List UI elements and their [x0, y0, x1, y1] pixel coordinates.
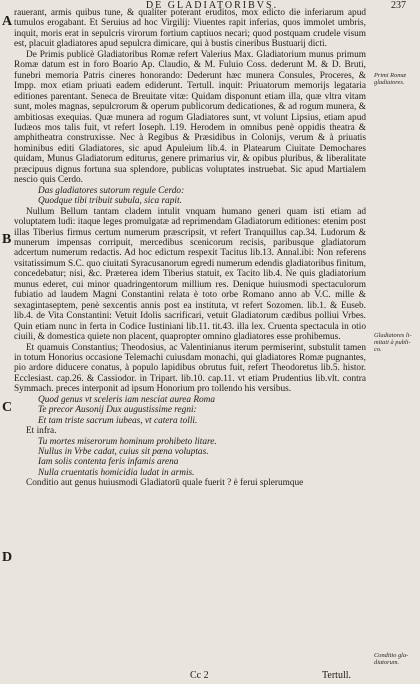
verse-line: Te precor Ausonij Dux augustissime regni:: [38, 405, 197, 416]
verse-line: Iam solis contenta feris infamis arena: [38, 457, 179, 468]
margin-note-conditio: Conditio gla- diatorum.: [374, 652, 409, 666]
verse-line: Quodque tibi tribuit subula, sica rapit.: [38, 196, 182, 207]
et-infra: Et infra.: [26, 426, 57, 437]
verse-line: Quod genus vt sceleris iam nesciat aurea Roma: [38, 394, 216, 405]
margin-letter-c: C: [2, 400, 13, 415]
margin-letter-a: A: [2, 14, 13, 29]
verse-line: Tu mortes miserorum hominum prohibeto litare.: [38, 436, 217, 447]
paragraph-3: Nullum Bellum tantam cladem intulit vnquam humano generi quam isti etiam ad voluptatem ludi: itaque leges promulgatæ ad reprimendam Gladiatorum editiones: etenim post illas Tiberius firmus certum numerum præscripsit, vt refert Tranquillus cap.34. Ludorum & munerum impensas corripuit, mercedibus scenicorum recisis, paribusque gladiatorum adcertum numerum redactis. Ad hoc edictum respexit Tacitus lib.13. Annal.ibi: Non referens vsitatissimum S.C. quo ciuitati Syracusanorum egredi numerum edendis gladiatoribus finitum, concedebatur; nisi, &c. Præterea idem Tiberius statuit, ex Tacito lib.4. Ne quis gladiatorium munus ederet, cui minor quadringentorum millium res. Denique huiusmodi spectaculorum fubiatio ad laudem Magni Constantini relata è toto orbe Romano anno ab V.C. mille & sexagintaseptem, penè sexcentis annis post ea instituta, vt refert Sozomen. lib.1. & Euseb. lib.4. de Vita Constantini: Vetuit Idolis sacrificari, vetuit Gladiatorum cædibus polliui Vrbes. Quin etiam nunc in ferta in Codice Iustiniani lib.11. tit.43. illa lex. Cruenta spectacula in otio ciuili, & domestica quiete non placent, quapropter omnino gladiatores esse prohibemus.: [14, 206, 366, 343]
paragraph-5: Conditio aut genus huiusmodi Gladiatorū quale fuerit ? è ferui splerumque: [26, 478, 304, 489]
page-footer: [0, 670, 420, 684]
verse-line: Et tam triste sacrum iubeas, vt catera tolli.: [38, 415, 198, 426]
signature-mark: Cc 2: [190, 670, 209, 681]
verse-line: Das gladiatores sutorum regule Cerdo:: [38, 185, 185, 196]
paragraph-4: Et quamuis Constantius; Theodosius, ac Valentinianus iterum permiserint, substulit tamen in totum Honorius occasione Telemachi cuiusdam monachi, qui gladiatores Romæ pugnantes, pio ardore diducere conatus, à populo lapidibus obrutus fuit, refert Theodoretus lib.5. histor. Ecclesiast. cap.26. & Cassiodor. in Tripart. lib.10. cap.11. vt etiam Prudentius lib.vlt. contra Symmach. preces interponit ad ipsum Honorium pro tollendo his versibus.: [14, 342, 366, 395]
catchword: Tertull.: [322, 670, 352, 681]
verse-line: Nullus in Vrbe cadat, cuius sit pœna voluptas.: [38, 447, 209, 458]
main-text: [14, 8, 366, 672]
margin-letter-b: B: [2, 232, 12, 247]
margin-note-gladiatores-limitati: Gladiatores li- mitati à publi- co.: [374, 332, 412, 353]
page-number: 237: [391, 0, 406, 11]
running-header: DE GLADIATORIBVS.: [145, 0, 279, 11]
margin-letter-d: D: [2, 550, 13, 565]
margin-note-primi-gladiatores: Primi Romæ gladiatores.: [374, 72, 407, 86]
paragraph-2: De Primis publicè Gladiatoribus Romæ refert Valerius Max. Gladiatorium munus primum Romæ datum est in foro Boario Ap. Claudio, & M. Fuluio Coss. dederunt M. & D. Bruti, funebri memoria Patris cineres honorando: Dederunt hæc munera Consules, Proceres, & Impp. mox etiam priuati eadem ediderunt. Tertull. inquit: Priuatorum memorijs legataria editiones parentant. Seneca de Breuitate vitæ: Quidam disponunt etiam illa, quæ vltra vitam sunt, moles magnas, sepulcrorum & operum publicorum dedicationes, & ad rogum munera, & ambitiosas exequias. Quæ munera ad rogum Gladiatores sunt, vt volunt Lipsius, etiam apud Iudæos mos talis fuit, vt refert Ioseph. l.19. Herodem in omnibus penè oppidis theatra & amphitheatra construxisse. Nec à Regibus & Præsidibus in Colonijs, verum & à priuatis hominibus editi Gladiatores, sic apud Apuleium lib.4. in Platearum Ciuitate Demochares quidam, Munus Gladiatorum editurus, genere primarius vir, & opibus pluribus, & liberalitate præcipuus dignus fortuna sua splendore, publicas voluptates instruebat. Sic apud Martialem nescio quis Cerdo.: [14, 49, 366, 186]
paragraph-1: rauerant, armis quibus tune, & qualiter poterant eruditos, mox edicto die inferiarum apud tumulos erogabant. Et Seruius ad hoc Virgilij: Viuentes rapit inferias, quos immolet umbris, inquit, moris erat in sepulcris virorum fortium captiuos necari; quod postquam crudele visum est, placuit gladiatores apud sepulcra dimicare, qui à bustis cineribus Bustuarij dicti.: [14, 8, 366, 50]
verse-line: Nulla cruentatis homicidia ludat in armis.: [38, 467, 195, 478]
